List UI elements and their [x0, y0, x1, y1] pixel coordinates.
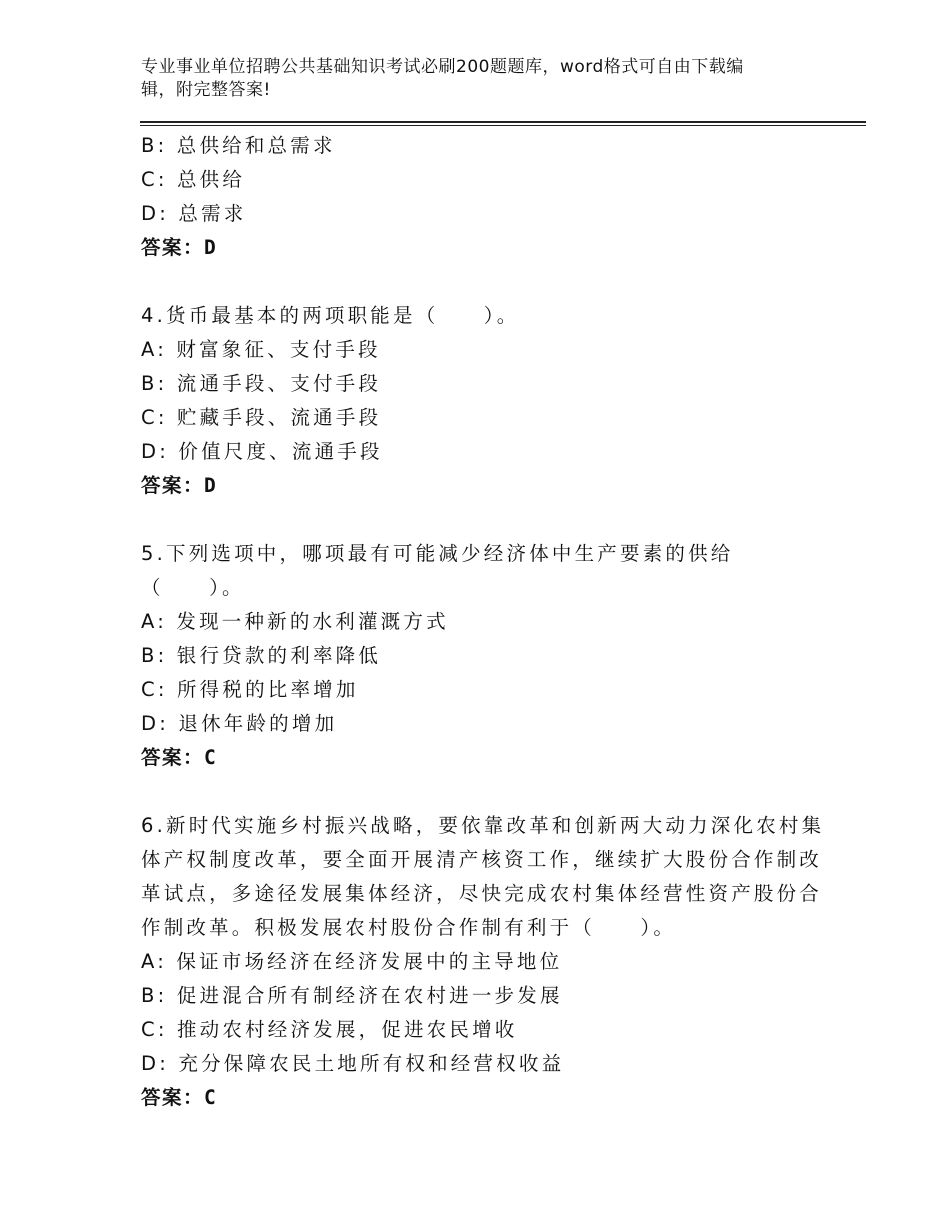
option-b: B: 银行贷款的利率降低: [141, 644, 382, 667]
option-a: A: 财富象征、支付手段: [141, 338, 381, 361]
question-stem-line: 体产权制度改革，要全面开展清产核资工作，继续扩大股份合作制改: [141, 848, 823, 871]
answer-label: 答案：: [141, 474, 205, 497]
question-stem-line: 5.下列选项中，哪项最有可能减少经济体中生产要素的供给: [141, 542, 734, 565]
header-divider-thick: [140, 121, 866, 123]
question-4: [141, 299, 841, 503]
page-header: [141, 56, 801, 102]
option-d: D: 总需求: [141, 202, 247, 225]
answer-value: C: [204, 746, 218, 769]
option-c: C: 推动农村经济发展，促进农民增收: [141, 1018, 518, 1041]
option-d: D: 退休年龄的增加: [141, 712, 338, 735]
header-divider-thin: [140, 125, 866, 126]
question-stem-line: （ ）。: [141, 576, 245, 599]
question-stem-line: 革试点，多途径发展集体经济，尽快完成农村集体经营性资产股份合: [141, 882, 823, 905]
option-d: D: 充分保障农民土地所有权和经营权收益: [141, 1052, 565, 1075]
option-c: C: 所得税的比率增加: [141, 678, 359, 701]
question-stem: 4.货币最基本的两项职能是（ ）。: [141, 304, 520, 327]
answer-value: C: [204, 1086, 218, 1109]
answer-line: [141, 469, 841, 503]
spacer: [141, 503, 841, 537]
answer-label: 答案：: [141, 746, 205, 769]
option-d: D: 价值尺度、流通手段: [141, 440, 383, 463]
answer-line: [141, 741, 841, 775]
answer-value: D: [204, 236, 218, 259]
question-6: [141, 809, 841, 1115]
answer-label: 答案：: [141, 1086, 205, 1109]
spacer: [141, 265, 841, 299]
spacer: [141, 775, 841, 809]
option-c: C: 贮藏手段、流通手段: [141, 406, 382, 429]
question-5: [141, 537, 841, 775]
question-content: [141, 129, 841, 1115]
header-line-2: 辑，附完整答案!: [141, 80, 271, 100]
answer-label: 答案：: [141, 236, 205, 259]
option-b: B: 促进混合所有制经济在农村进一步发展: [141, 984, 563, 1007]
option-b: B: 流通手段、支付手段: [141, 372, 382, 395]
answer-line: [141, 231, 841, 265]
option-c: C: 总供给: [141, 168, 246, 191]
question-3-tail: [141, 129, 841, 265]
answer-value: D: [204, 474, 218, 497]
option-a: A: 发现一种新的水利灌溉方式: [141, 610, 449, 633]
option-a: A: 保证市场经济在经济发展中的主导地位: [141, 950, 563, 973]
answer-line: [141, 1081, 841, 1115]
option-b: B: 总供给和总需求: [141, 134, 336, 157]
header-line-1: 专业事业单位招聘公共基础知识考试必刷200题题库，word格式可自由下载编: [141, 57, 744, 77]
question-stem-line: 6.新时代实施乡村振兴战略，要依靠改革和创新两大动力深化农村集: [141, 814, 825, 837]
question-stem-line: 作制改革。积极发展农村股份合作制有利于（ ）。: [141, 916, 677, 939]
